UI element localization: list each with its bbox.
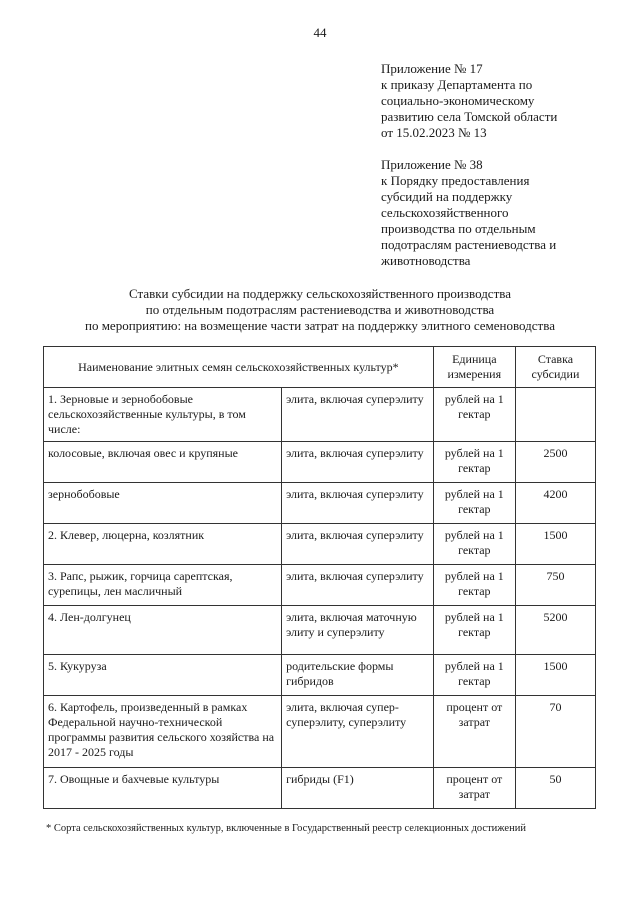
- rate-cell: [515, 388, 595, 442]
- appendix-17-line: социально-экономическому: [381, 93, 535, 108]
- crop-cell: 5. Кукуруза: [44, 655, 282, 696]
- rate-cell: 1500: [515, 524, 595, 565]
- unit-cell: рублей на 1 гектар: [433, 565, 515, 606]
- title-line: по отдельным подотраслям растениеводства и животноводства: [145, 302, 495, 317]
- appendix-38-line: к Порядку предоставления: [381, 173, 530, 188]
- appendix-38-line: животноводства: [381, 253, 471, 268]
- rate-cell: 1500: [515, 655, 595, 696]
- title-line: Ставки субсидии на поддержку сельскохозяйственного производства: [128, 286, 511, 301]
- seed-class-cell: гибриды (F1): [282, 768, 434, 809]
- appendix-38-line: сельскохозяйственного: [381, 205, 509, 220]
- appendix-17-line: от 15.02.2023 № 13: [381, 125, 487, 140]
- table-header-row: [44, 347, 596, 388]
- appendix-38-header: [381, 157, 611, 269]
- seed-class-cell: элита, включая маточную элиту и суперэлиту: [282, 606, 434, 655]
- appendix-17-line: Приложение № 17: [381, 61, 483, 76]
- rate-cell: 750: [515, 565, 595, 606]
- rate-cell: 5200: [515, 606, 595, 655]
- header-crop-name: Наименование элитных семян сельскохозяйственных культур*: [44, 347, 434, 388]
- unit-cell: рублей на 1 гектар: [433, 655, 515, 696]
- crop-cell: 4. Лен-долгунец: [44, 606, 282, 655]
- appendix-38-line: подотраслям растениеводства и: [381, 237, 557, 252]
- crop-cell: зернобобовые: [44, 483, 282, 524]
- rate-cell: 2500: [515, 442, 595, 483]
- crop-cell: 2. Клевер, люцерна, козлятник: [44, 524, 282, 565]
- crop-cell: 3. Рапс, рыжик, горчица сарептская, сурепицы, лен масличный: [44, 565, 282, 606]
- seed-class-cell: элита, включая суперэлиту: [282, 388, 434, 442]
- document-title: [20, 286, 620, 334]
- unit-cell: процент от затрат: [433, 696, 515, 768]
- unit-cell: рублей на 1 гектар: [433, 442, 515, 483]
- table-row: [44, 606, 596, 655]
- crop-cell: 1. Зерновые и зернобобовые сельскохозяйственные культуры, в том числе:: [44, 388, 282, 442]
- header-unit: Единица измерения: [433, 347, 515, 388]
- rate-cell: 50: [515, 768, 595, 809]
- appendix-17-line: развитию села Томской области: [381, 109, 558, 124]
- unit-cell: рублей на 1 гектар: [433, 606, 515, 655]
- rate-cell: 4200: [515, 483, 595, 524]
- unit-cell: рублей на 1 гектар: [433, 388, 515, 442]
- unit-cell: рублей на 1 гектар: [433, 483, 515, 524]
- appendix-38-line: производства по отдельным: [381, 221, 536, 236]
- subsidy-rates-table: [43, 346, 596, 809]
- table-row: [44, 565, 596, 606]
- table-row: [44, 524, 596, 565]
- rate-cell: 70: [515, 696, 595, 768]
- crop-cell: 7. Овощные и бахчевые культуры: [44, 768, 282, 809]
- seed-class-cell: элита, включая суперэлиту: [282, 442, 434, 483]
- unit-cell: рублей на 1 гектар: [433, 524, 515, 565]
- page-number: 44: [313, 25, 327, 40]
- table-row: [44, 388, 596, 442]
- table-row: [44, 768, 596, 809]
- footnote: * Сорта сельскохозяйственных культур, включенные в Государственный реестр селекционных достижений: [46, 823, 526, 834]
- seed-class-cell: элита, включая супер-суперэлиту, суперэлиту: [282, 696, 434, 768]
- table-row: [44, 655, 596, 696]
- seed-class-cell: элита, включая суперэлиту: [282, 483, 434, 524]
- appendix-38-line: субсидий на поддержку: [381, 189, 513, 204]
- appendix-38-line: Приложение № 38: [381, 157, 483, 172]
- seed-class-cell: элита, включая суперэлиту: [282, 565, 434, 606]
- crop-cell: 6. Картофель, произведенный в рамках Федеральной научно-технической программы развития сельского хозяйства на 2017 - 2025 годы: [44, 696, 282, 768]
- table-row: [44, 442, 596, 483]
- appendix-17-header: [381, 61, 611, 141]
- crop-cell: колосовые, включая овес и крупяные: [44, 442, 282, 483]
- appendix-17-line: к приказу Департамента по: [381, 77, 533, 92]
- table-row: [44, 696, 596, 768]
- table-row: [44, 483, 596, 524]
- seed-class-cell: элита, включая суперэлиту: [282, 524, 434, 565]
- unit-cell: процент от затрат: [433, 768, 515, 809]
- header-rate: Ставка субсидии: [515, 347, 595, 388]
- seed-class-cell: родительские формы гибридов: [282, 655, 434, 696]
- title-line: по мероприятию: на возмещение части затрат на поддержку элитного семеноводства: [85, 318, 555, 333]
